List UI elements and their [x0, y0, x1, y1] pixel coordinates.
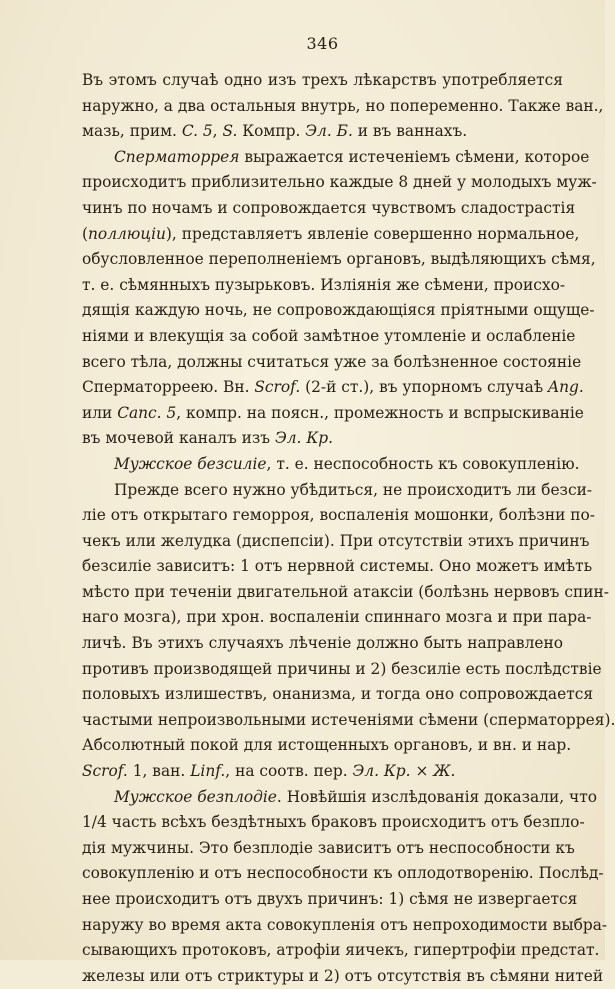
italic-text: поллюціи — [88, 224, 166, 243]
italic-text: Мужское безсиліе — [114, 454, 267, 473]
text-line — [82, 682, 594, 708]
text-segment: (2-й ст.), въ упорномъ случаѣ — [300, 378, 549, 397]
italic-text: Мужское безплодіе — [114, 787, 277, 806]
text-line — [82, 273, 566, 299]
italic-text: C. 5 — [181, 122, 213, 141]
text-segment: т. е. сѣмянныхъ пузырьковъ. Изліянія же сѣмени, происхо- — [82, 275, 566, 294]
text-segment: ( — [82, 224, 89, 243]
text-segment: дящія каждую ночь, не сопровождающіяся пріятными ощуще- — [82, 301, 595, 320]
text-segment: совокупленію и отъ неспособности къ оплодотворенію. Послѣд- — [82, 864, 604, 883]
italic-text: Ang. — [548, 378, 584, 397]
text-segment: Абсолютный покой для истощенныхъ органовъ, и вн. и нар. — [82, 736, 572, 755]
text-segment: ), представляетъ явленіе совершенно нормальное, — [165, 224, 580, 243]
text-segment: половыхъ излишествъ, онанизма, и тогда оно сопровождается — [82, 685, 594, 704]
text-line — [82, 478, 593, 504]
italic-text: S. — [222, 122, 238, 141]
text-line — [82, 657, 602, 683]
text-line — [82, 401, 584, 427]
text-line — [82, 119, 563, 145]
text-segment: Компр. — [237, 122, 306, 141]
text-line — [82, 708, 615, 734]
text-segment: въ мочевой каналъ изъ — [82, 429, 275, 448]
text-line — [82, 452, 580, 478]
text-line — [82, 631, 563, 657]
text-segment: личѣ. Въ этихъ случаяхъ лѣченіе должно быть направлено — [82, 634, 563, 653]
text-segment: мазь, прим. — [82, 122, 182, 141]
italic-text: Сперматоррея — [114, 147, 240, 166]
body-text — [82, 68, 615, 989]
text-line — [82, 350, 582, 376]
italic-text: Scrof. — [254, 378, 301, 397]
italic-text: Эл. Кр. — [352, 762, 411, 781]
text-line — [82, 785, 598, 811]
text-segment: ліе отъ открытаго геморроя, воспаленія мошонки, болѣзни по- — [82, 506, 595, 525]
text-segment: противъ производящей причины и 2) безсиліе есть послѣдствіе — [82, 659, 602, 678]
text-line — [82, 94, 604, 120]
text-line — [82, 887, 578, 913]
italic-text: Linf. — [190, 762, 226, 781]
text-segment: происходитъ приблизительно каждые 8 дней у молодыхъ муж- — [82, 173, 597, 192]
text-line — [82, 145, 590, 171]
text-line — [82, 375, 584, 401]
text-line — [82, 247, 596, 273]
italic-text: Эл. Кр. — [274, 429, 333, 448]
text-segment: частыми непроизвольными истеченіями сѣмени (сперматоррея). — [82, 710, 615, 729]
text-segment: Въ этомъ случаѣ одно изъ трехъ лѣкарствъ употребляется — [82, 71, 563, 89]
text-line — [82, 913, 608, 939]
text-segment: Прежде всего нужно убѣдиться, не происходитъ ли безси- — [114, 480, 593, 499]
text-line — [82, 938, 600, 964]
text-segment: , на соотв. пер. — [225, 762, 353, 781]
italic-text: Ж. — [433, 762, 456, 781]
italic-text: Scrof. — [82, 762, 128, 781]
text-segment: наго мозга), при хрон. воспаленіи спиннаго мозга и при пара- — [82, 608, 592, 627]
text-segment: ніями и влекущія за собой замѣтное утомленіе и ослабленіе — [82, 326, 576, 345]
text-segment: нее происходитъ отъ двухъ причинъ: 1) сѣмя не извергается — [82, 890, 578, 908]
text-segment: × — [410, 762, 434, 781]
text-segment: безсиліе зависитъ: 1 отъ нервной системы. Оно можетъ имѣть — [82, 557, 593, 576]
text-line — [82, 810, 585, 836]
text-line — [82, 554, 593, 580]
text-line — [82, 759, 563, 785]
page-number: 346 — [306, 34, 339, 53]
text-line — [82, 426, 563, 452]
text-segment: , компр. на поясн., промежность и вспрыскиваніе — [176, 403, 584, 422]
text-segment: . Новѣйшія изслѣдованія доказали, что — [276, 787, 598, 806]
text-line — [82, 324, 576, 350]
text-line — [82, 733, 572, 759]
text-segment: , — [212, 122, 223, 141]
text-segment: выражается истеченіемъ сѣмени, которое — [239, 147, 590, 166]
text-segment: и въ ваннахъ. — [352, 122, 468, 141]
text-segment: 1/4 часть всѣхъ бездѣтныхъ браковъ происходитъ отъ безпло- — [82, 813, 585, 832]
text-line — [82, 605, 592, 631]
italic-text: Эл. Б. — [305, 122, 353, 141]
text-segment: дія мужчины. Это безплодіе зависитъ отъ неспособности къ — [82, 838, 575, 857]
text-line — [82, 222, 580, 248]
text-segment: , т. е. неспособность къ совокупленію. — [266, 454, 580, 473]
text-segment: железы или отъ стриктуры и 2) отъ отсутствія въ сѣмяни нитей — [82, 966, 604, 985]
text-line — [82, 861, 604, 887]
text-line — [82, 836, 575, 862]
text-line — [82, 298, 595, 324]
text-segment: чекъ или желудка (диспепсіи). При отсутствіи этихъ причинъ — [82, 531, 590, 550]
text-line — [82, 580, 609, 606]
text-segment: 1, ван. — [127, 762, 191, 781]
italic-text: Canc. 5 — [117, 403, 177, 422]
text-segment: или — [82, 403, 118, 422]
text-line — [82, 964, 604, 989]
text-segment: Сперматорреею. Вн. — [82, 378, 255, 397]
text-segment: всего тѣла, должны считаться уже за болѣзненное состояніе — [82, 352, 582, 371]
text-segment: чинъ по ночамъ и сопровождается чувствомъ сладострастія — [82, 198, 576, 217]
text-line — [82, 503, 595, 529]
text-segment: сывающихъ протоковъ, атрофіи яичекъ, гипертрофіи предстат. — [82, 941, 600, 960]
text-segment: обусловленное переполненіемъ органовъ, выдѣляющихъ сѣмя, — [82, 250, 596, 269]
text-line — [82, 170, 597, 196]
text-segment: мѣсто при теченіи двигательной атаксіи (болѣзнь нервовъ спин- — [82, 582, 609, 601]
text-line — [82, 529, 590, 555]
text-segment: наружу во время акта совокупленія отъ непроходимости выбра- — [82, 915, 608, 934]
text-line — [82, 196, 576, 222]
text-line — [82, 68, 563, 94]
text-segment: наружно, а два остальныя внутрь, но попеременно. Также ван., — [82, 96, 604, 115]
